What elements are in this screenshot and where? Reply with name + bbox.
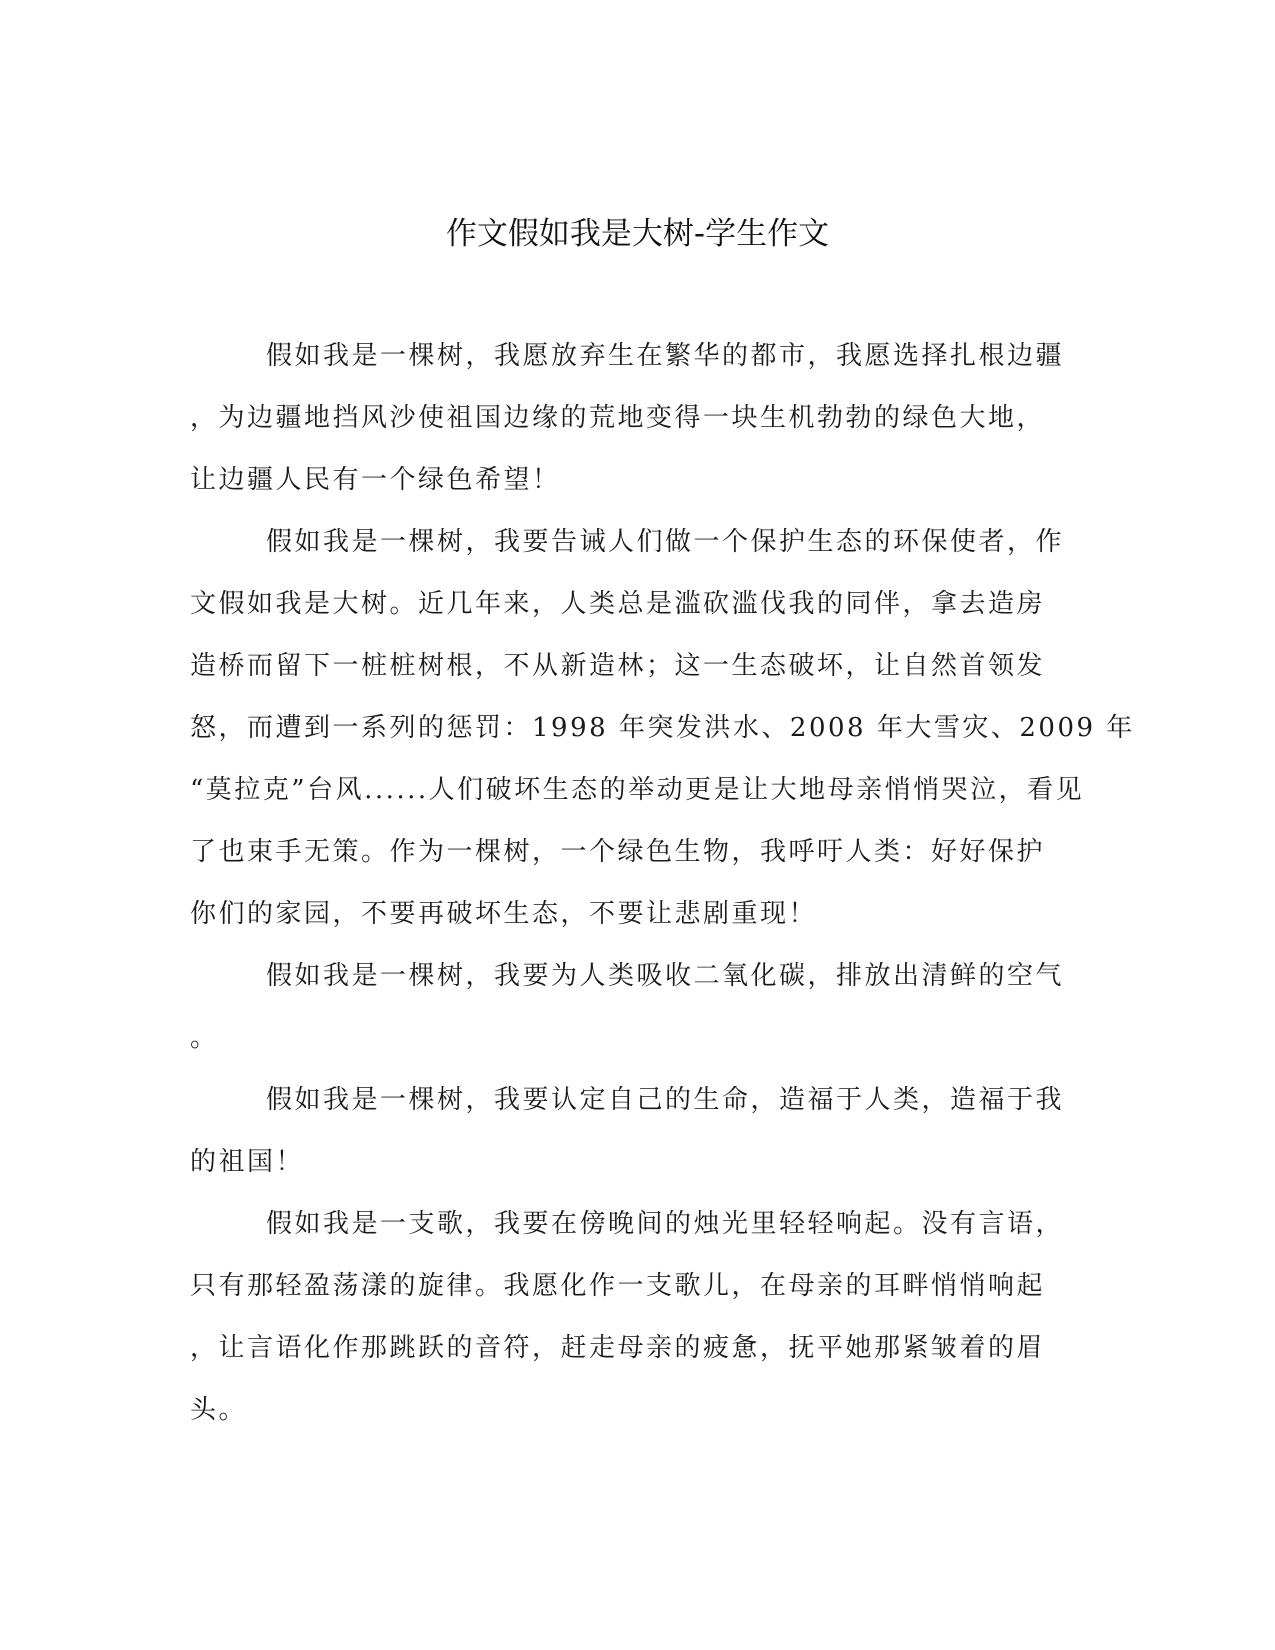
text-line: “莫拉克”台风......人们破坏生态的举动更是让大地母亲悄悄哭泣，看见	[190, 775, 1085, 805]
text-line: 的祖国！	[190, 1147, 305, 1177]
text-line: 假如我是一棵树，我要告诫人们做一个保护生态的环保使者，作	[266, 527, 1065, 557]
text-line: 头。	[190, 1395, 248, 1425]
text-line: 假如我是一棵树，我要为人类吸收二氧化碳，排放出清鲜的空气	[266, 961, 1065, 991]
text-line: 。	[190, 1023, 219, 1053]
paragraph	[190, 1069, 1080, 1193]
paragraph	[190, 325, 1080, 511]
text-line: 文假如我是大树。近几年来，人类总是滥砍滥伐我的同伴，拿去造房	[190, 589, 1046, 619]
text-line: ，为边疆地挡风沙使祖国边缘的荒地变得一块生机勃勃的绿色大地，	[190, 403, 1046, 433]
document-title: 作文假如我是大树-学生作文	[445, 216, 830, 252]
text-line: 假如我是一棵树，我愿放弃生在繁华的都市，我愿选择扎根边疆	[266, 341, 1065, 371]
paragraph	[190, 1193, 1080, 1441]
text-line: 你们的家园，不要再破坏生态，不要让悲剧重现！	[190, 899, 818, 929]
paragraph	[190, 945, 1080, 1069]
text-line: 了也束手无策。作为一棵树，一个绿色生物，我呼吁人类：好好保护	[190, 837, 1046, 867]
paragraph	[190, 511, 1135, 945]
text-line: 怒，而遭到一系列的惩罚：1998 年突发洪水、2008 年大雪灾、2009 年	[190, 713, 1135, 743]
text-line: 造桥而留下一桩桩树根，不从新造林；这一生态破坏，让自然首领发	[190, 651, 1046, 681]
text-line: 假如我是一棵树，我要认定自己的生命，造福于人类，造福于我	[266, 1085, 1065, 1115]
document-body	[190, 325, 1135, 1441]
text-line: ，让言语化作那跳跃的音符，赶走母亲的疲惫，抚平她那紧皱着的眉	[190, 1333, 1046, 1363]
text-line: 假如我是一支歌，我要在傍晚间的烛光里轻轻响起。没有言语，	[266, 1209, 1065, 1239]
text-line: 只有那轻盈荡漾的旋律。我愿化作一支歌儿，在母亲的耳畔悄悄响起	[190, 1271, 1046, 1301]
text-line: 让边疆人民有一个绿色希望！	[190, 465, 561, 495]
